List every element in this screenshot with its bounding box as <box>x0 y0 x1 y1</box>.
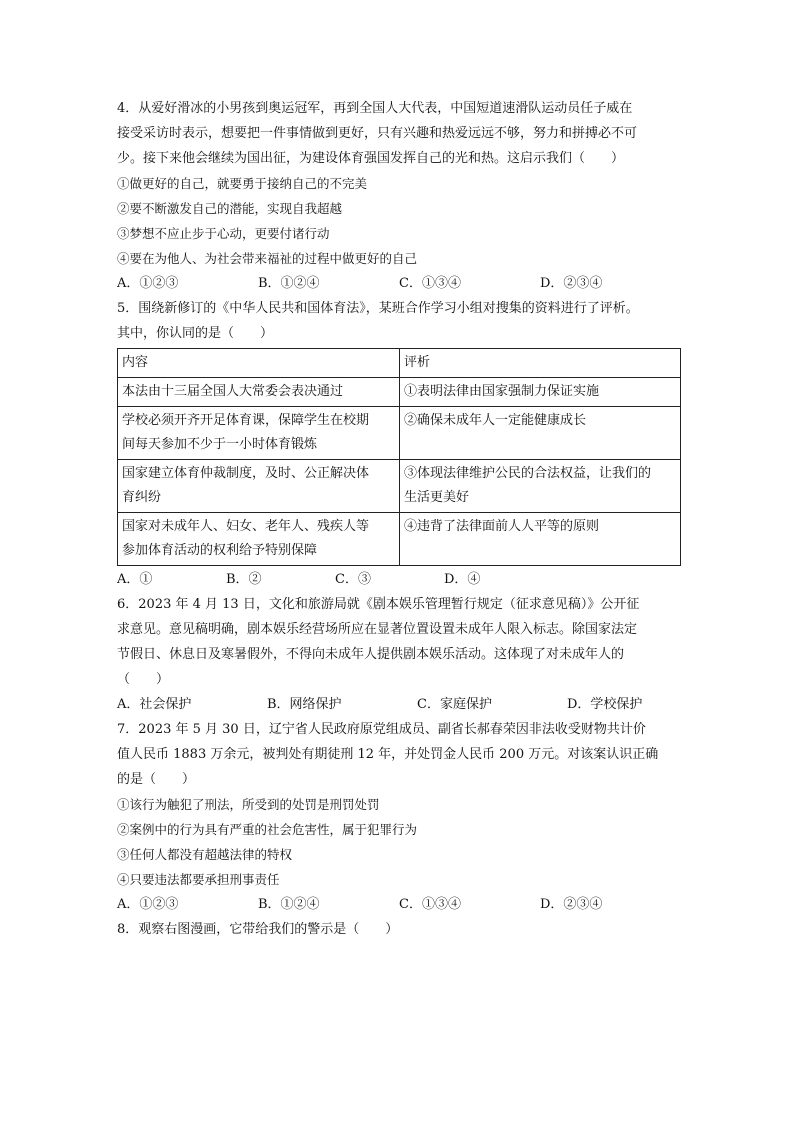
question-4-statement: ④要在为他人、为社会带来福祉的过程中做更好的自己 <box>117 251 418 266</box>
cell-line: 国家建立体育仲裁制度，及时、公正解决体 <box>122 466 370 481</box>
table-row <box>118 513 681 566</box>
question-4-statement: ②要不断激发自己的潜能，实现自我超越 <box>117 201 343 216</box>
choice-b[interactable]: B．② <box>226 572 262 587</box>
table-cell-content <box>118 513 400 566</box>
cell-line: ③体现法律维护公民的合法权益，让我们的 <box>404 466 652 481</box>
choice-b[interactable]: B．①②④ <box>258 276 320 291</box>
question-4-stem-line: 少。接下来他会继续为国出征，为建设体育强国发挥自己的光和热。这启示我们（ ） <box>117 151 625 166</box>
question-5-stem-line: 5．围绕新修订的《中华人民共和国体育法》，某班合作学习小组对搜集的资料进行了评析。 <box>117 301 639 316</box>
choice-d[interactable]: D．④ <box>444 572 481 587</box>
question-6-stem-line: 节假日、休息日及寒暑假外，不得向未成年人提供剧本娱乐活动。这体现了对未成年人的 <box>117 647 625 662</box>
choice-d[interactable]: D．②③④ <box>540 897 603 912</box>
table-row <box>118 407 681 460</box>
table-header-content: 内容 <box>118 349 400 378</box>
choice-a[interactable]: A．①②③ <box>117 897 179 912</box>
table-cell-analysis <box>400 513 681 566</box>
table-cell-content <box>118 460 400 513</box>
question-7 <box>117 717 682 917</box>
table-header-row <box>118 349 681 378</box>
choice-c[interactable]: C．①③④ <box>399 897 461 912</box>
choice-c[interactable]: C．①③④ <box>399 276 461 291</box>
question-8-stem-line: 8．观察右图漫画，它带给我们的警示是（ ） <box>117 922 399 937</box>
cell-line: ④违背了法律面前人人平等的原则 <box>404 519 600 534</box>
table-cell-analysis <box>400 407 681 460</box>
question-7-statement: ②案例中的行为具有严重的社会危害性，属于犯罪行为 <box>117 822 418 837</box>
question-4-stem-line: 接受采访时表示，想要把一件事情做到更好，只有兴趣和热爱远远不够，努力和拼搏必不可 <box>117 126 638 141</box>
choice-d[interactable]: D．②③④ <box>540 276 603 291</box>
cell-line: 生活更美好 <box>404 490 470 505</box>
question-8 <box>117 917 682 1132</box>
question-7-statement: ①该行为触犯了刑法，所受到的处罚是刑罚处罚 <box>117 797 380 812</box>
choice-c[interactable]: C．③ <box>335 572 371 587</box>
question-5 <box>117 296 682 592</box>
question-5-choices <box>117 567 682 592</box>
question-4-statement: ①做更好的自己，就要勇于接纳自己的不完美 <box>117 176 368 191</box>
question-6-stem-line: （ ） <box>117 672 170 687</box>
question-7-statement: ④只要违法都要承担刑事责任 <box>117 872 280 887</box>
cell-line: 参加体育活动的权利给予特别保障 <box>122 543 318 558</box>
choice-b[interactable]: B．①②④ <box>258 897 320 912</box>
question-6-stem-line: 6．2023 年 4 月 13 日，文化和旅游局就《剧本娱乐管理暂行规定（征求意见稿）》公开征 <box>117 597 640 612</box>
table-cell-analysis <box>400 460 681 513</box>
exam-page <box>117 96 682 1132</box>
table-cell-content <box>118 378 400 407</box>
table-row <box>118 378 681 407</box>
choice-b[interactable]: B．网络保护 <box>267 697 342 712</box>
table-cell-analysis <box>400 378 681 407</box>
question-7-choices <box>117 892 682 917</box>
choice-a[interactable]: A．① <box>117 572 153 587</box>
question-4 <box>117 96 682 296</box>
table-cell-content <box>118 407 400 460</box>
table-row <box>118 460 681 513</box>
question-5-stem-line: 其中，你认同的是（ ） <box>117 326 274 341</box>
question-4-statement: ③梦想不应止步于心动，更要付诸行动 <box>117 226 330 241</box>
choice-c[interactable]: C．家庭保护 <box>417 697 492 712</box>
question-6-stem-line: 求意见。意见稿明确，剧本娱乐经营场所应在显著位置设置未成年人限入标志。除国家法定 <box>117 622 638 637</box>
cell-line: ②确保未成年人一定能健康成长 <box>404 413 587 428</box>
question-6 <box>117 592 682 717</box>
cell-line: ①表明法律由国家强制力保证实施 <box>404 384 600 399</box>
question-4-stem-line: 4．从爱好滑冰的小男孩到奥运冠军，再到全国人大代表，中国短道速滑队运动员任子威在 <box>117 101 633 116</box>
choice-d[interactable]: D．学校保护 <box>567 697 643 712</box>
evaluation-table <box>117 348 681 566</box>
blank-space <box>117 942 682 1132</box>
question-6-choices <box>117 692 682 717</box>
cell-line: 本法由十三届全国人大常委会表决通过 <box>122 384 344 399</box>
question-7-statement: ③任何人都没有超越法律的特权 <box>117 847 293 862</box>
question-4-choices <box>117 271 682 296</box>
cell-line: 育纠纷 <box>122 490 162 505</box>
cell-line: 学校必须开齐开足体育课，保障学生在校期 <box>122 413 370 428</box>
question-7-stem-line: 值人民币 1883 万余元，被判处有期徒刑 12 年，并处罚金人民币 200 万元。对该案认识正确 <box>117 747 659 762</box>
choice-a[interactable]: A．社会保护 <box>117 697 192 712</box>
question-7-stem-line: 的是（ ） <box>117 772 196 787</box>
cell-line: 国家对未成年人、妇女、老年人、残疾人等 <box>122 519 370 534</box>
cell-line: 间每天参加不少于一小时体育锻炼 <box>122 437 318 452</box>
choice-a[interactable]: A．①②③ <box>117 276 179 291</box>
question-7-stem-line: 7．2023 年 5 月 30 日，辽宁省人民政府原党组成员、副省长郝春荣因非法收受财物共计价 <box>117 722 646 737</box>
table-header-analysis: 评析 <box>400 349 681 378</box>
